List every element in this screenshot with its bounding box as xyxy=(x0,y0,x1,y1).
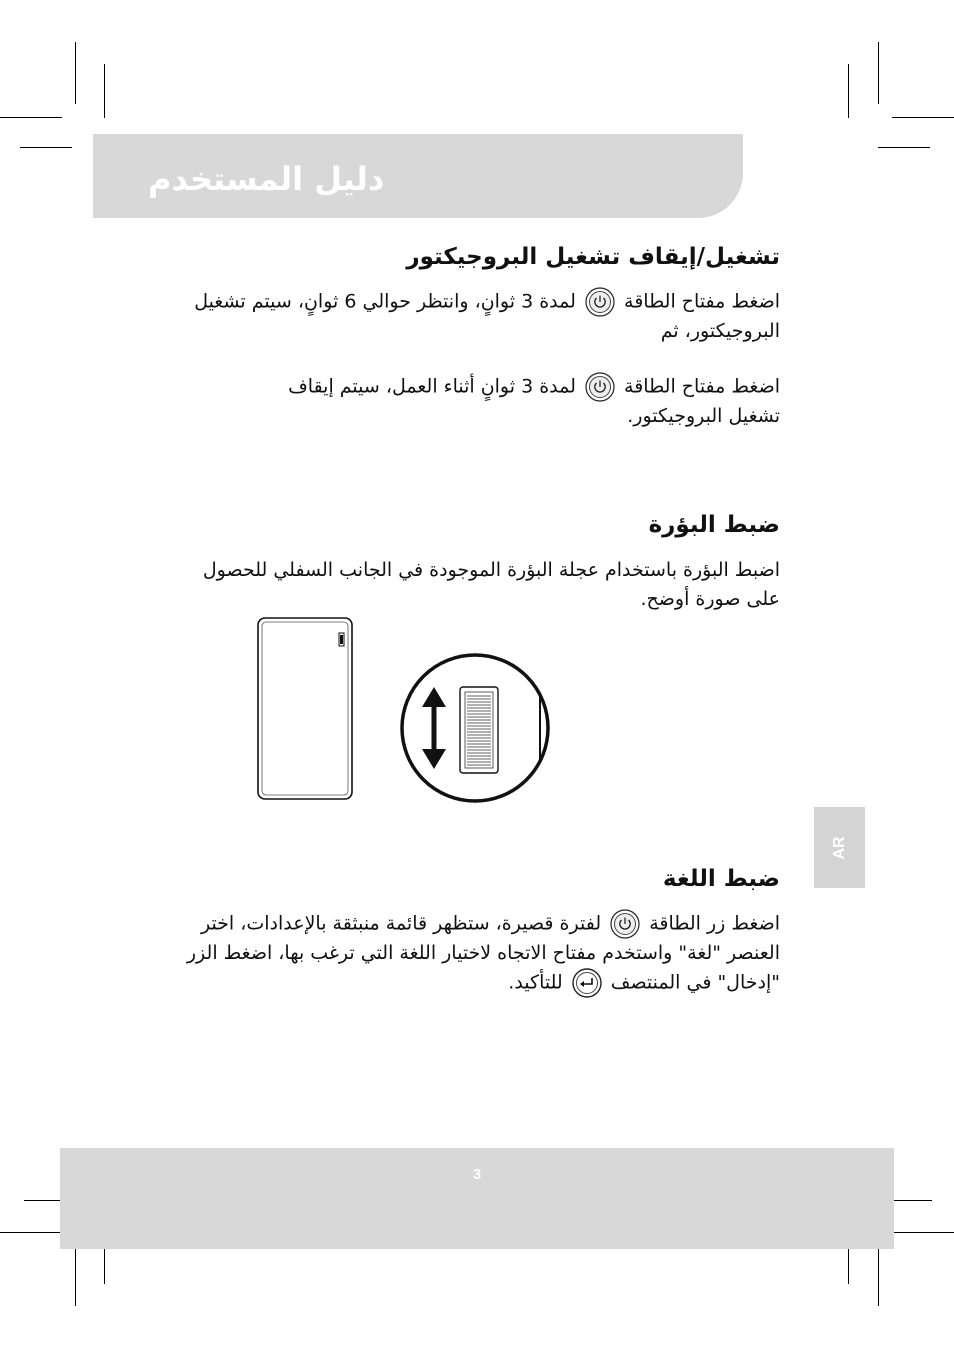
power-button-icon xyxy=(585,372,615,402)
paragraph-text: اضغط مفتاح الطاقة xyxy=(624,375,780,398)
crop-mark xyxy=(892,117,954,118)
paragraph-text: لفترة قصيرة، ستظهر قائمة منبثقة بالإعدادات، اختر العنصر "لغة" واستخدم مفتاح الاتجاه لاختيار اللغة التي ترغب بها، اضغط الزر "إدخال" في المنتصف xyxy=(186,912,780,994)
crop-mark xyxy=(0,117,62,118)
section-title-power: تشغيل/إيقاف تشغيل البروجيكتور xyxy=(406,244,780,270)
crop-mark xyxy=(848,1248,849,1284)
projector-body-outline xyxy=(258,618,352,799)
paragraph-focus: اضبط البؤرة باستخدام عجلة البؤرة الموجودة في الجانب السفلي للحصول على صورة أوضح. xyxy=(202,559,780,610)
crop-mark xyxy=(878,1248,879,1306)
side-tab-label: AR xyxy=(830,835,848,860)
crop-mark xyxy=(24,1200,62,1201)
paragraph-text: اضغط مفتاح الطاقة xyxy=(624,290,780,313)
crop-mark xyxy=(0,1232,62,1233)
paragraph-text: لمدة 3 ثوانٍ أثناء العمل، سيتم إيقاف تشغيل البروجيكتور. xyxy=(288,375,780,427)
power-button-icon xyxy=(610,909,640,939)
crop-mark xyxy=(894,1200,932,1201)
crop-mark xyxy=(104,64,105,118)
page-title: دليل المستخدم xyxy=(148,160,385,198)
page-number: 3 xyxy=(472,1166,482,1183)
power-button-icon xyxy=(585,287,615,317)
crop-mark xyxy=(878,42,879,104)
crop-mark xyxy=(75,42,76,104)
paragraph-language xyxy=(155,909,780,998)
focus-wheel-detail xyxy=(402,655,548,801)
paragraph-power-off xyxy=(240,372,780,431)
paragraph-text: لمدة 3 ثوانٍ، وانتظر حوالي 6 ثوانٍ، سيتم تشغيل البروجيكتور، ثم xyxy=(194,290,780,342)
crop-mark xyxy=(894,1232,954,1233)
footer-band xyxy=(60,1148,894,1249)
enter-button-icon xyxy=(572,968,602,998)
crop-mark xyxy=(75,1248,76,1306)
focus-illustration xyxy=(255,615,555,810)
crop-mark xyxy=(878,147,930,148)
language-side-tab xyxy=(814,807,865,888)
crop-mark xyxy=(104,1248,105,1284)
crop-mark xyxy=(848,64,849,118)
paragraph-text: اضغط زر الطاقة xyxy=(649,912,780,935)
crop-mark xyxy=(20,147,72,148)
paragraph-text: للتأكيد. xyxy=(508,971,563,994)
section-title-language: ضبط اللغة xyxy=(662,866,780,892)
paragraph-power-on xyxy=(190,287,780,346)
section-title-focus: ضبط البؤرة xyxy=(648,512,780,538)
